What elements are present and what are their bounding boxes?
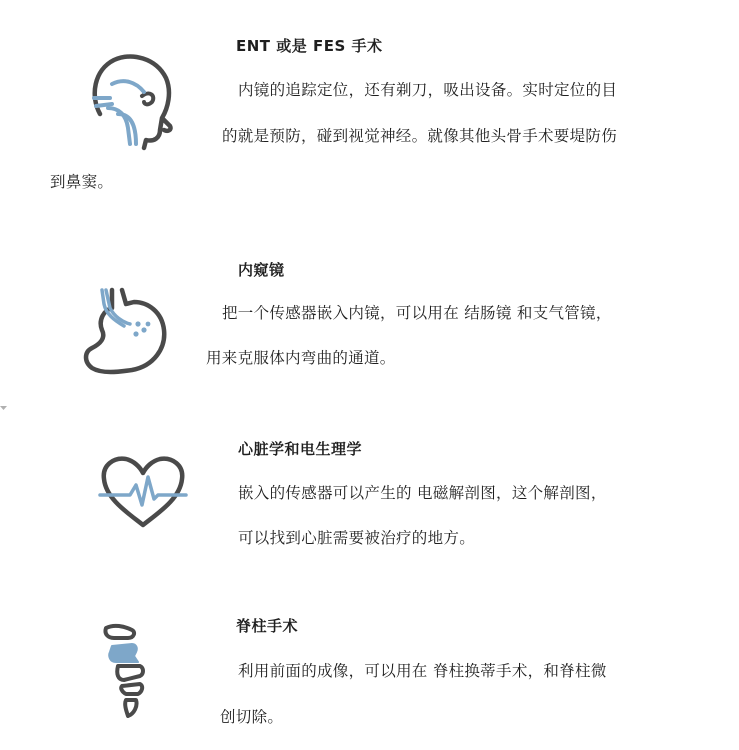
body-line: 到鼻窦。: [50, 173, 114, 191]
body-line: 把一个传感器嵌入内镜，可以用在 结肠镜 和支气管镜，: [222, 304, 612, 322]
body-line: 的就是预防，碰到视觉神经。就像其他头骨手术要堤防伤: [222, 127, 618, 145]
body-line: 可以找到心脏需要被治疗的地方。: [238, 529, 476, 547]
head-profile-icon: [88, 52, 178, 152]
heading-spine: 脊柱手术: [236, 617, 299, 635]
margin-mark: [0, 395, 7, 399]
stomach-icon: [78, 286, 170, 378]
body-line: 用来克服体内弯曲的通道。: [206, 349, 396, 367]
heading-endoscope: 内窥镜: [238, 261, 285, 279]
body-line: 嵌入的传感器可以产生的 电磁解剖图，这个解剖图，: [238, 484, 607, 502]
body-line: 内镜的追踪定位，还有剃刀，吸出设备。实时定位的目: [238, 81, 618, 99]
heading-ent: ENT 或是 FES 手术: [236, 37, 383, 55]
body-line: 创切除。: [220, 708, 284, 726]
heart-pulse-icon: [98, 455, 188, 529]
heading-cardiology: 心脏学和电生理学: [238, 440, 363, 458]
spine-icon: [100, 622, 152, 718]
body-line: 利用前面的成像，可以用在 脊柱换蒂手术，和脊柱微: [238, 662, 607, 680]
